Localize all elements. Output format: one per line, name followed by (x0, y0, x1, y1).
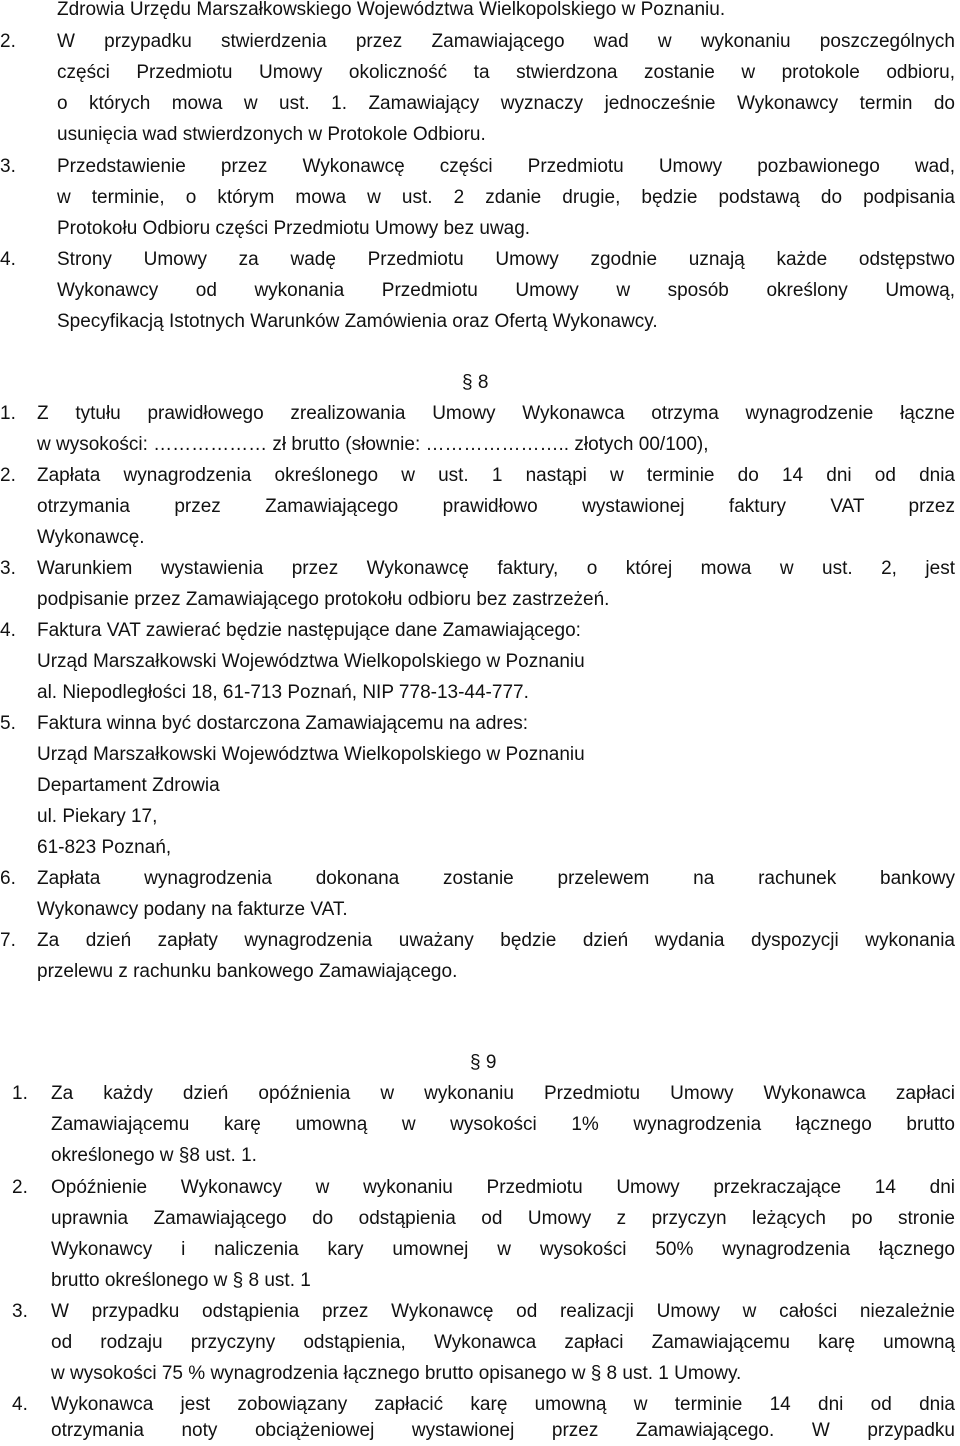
paragraph-line: uprawnia Zamawiającego do odstąpienia od Umowy z przyczyn leżących po stronie (51, 1208, 955, 1229)
paragraph-line: Opóźnienie Wykonawcy w wykonaniu Przedmiotu Umowy przekraczające 14 dni (51, 1177, 955, 1198)
item-number: 3. (0, 558, 16, 579)
item-number: 4. (0, 620, 16, 641)
paragraph-line: podpisanie przez Zamawiającego protokołu odbioru bez zastrzeżeń. (37, 589, 610, 610)
paragraph-line: Faktura VAT zawierać będzie następujące dane Zamawiającego: (37, 620, 581, 641)
paragraph-line: Departament Zdrowia (37, 775, 220, 796)
paragraph-line: Protokołu Odbioru części Przedmiotu Umowy bez uwag. (57, 218, 531, 239)
paragraph-line: części Przedmiotu Umowy okoliczność ta stwierdzona zostanie w protokole odbioru, (57, 62, 955, 83)
item-number: 3. (12, 1301, 28, 1322)
paragraph-line: Wykonawcy od wykonania Przedmiotu Umowy w sposób określony Umową, (57, 280, 955, 301)
paragraph-line: Wykonawcę. (37, 527, 145, 548)
item-number: 2. (12, 1177, 28, 1198)
paragraph-line: Wykonawca jest zobowiązany zapłacić karę umowną w terminie 14 dni od dnia (51, 1394, 955, 1415)
item-number: 5. (0, 713, 16, 734)
paragraph-line: w terminie, o którym mowa w ust. 2 zdanie drugie, będzie podstawą do podpisania (57, 187, 955, 208)
paragraph-line: Zapłata wynagrodzenia dokonana zostanie przelewem na rachunek bankowy (37, 868, 955, 889)
paragraph-line: określonego w §8 ust. 1. (51, 1145, 257, 1166)
paragraph-line: przelewu z rachunku bankowego Zamawiającego. (37, 961, 458, 982)
item-number: 3. (0, 156, 16, 177)
item-number: 2. (0, 465, 16, 486)
paragraph-line: w wysokości: ……………… zł brutto (słownie: ………………….. złotych 00/100), (37, 434, 709, 455)
section-heading: § 8 (462, 372, 489, 393)
paragraph-line: Przedstawienie przez Wykonawcę części Przedmiotu Umowy pozbawionego wad, (57, 156, 955, 177)
section-heading: § 9 (470, 1052, 497, 1073)
paragraph-line: Zamawiającemu karę umowną w wysokości 1% wynagrodzenia łącznego brutto (51, 1114, 955, 1135)
paragraph-line: w wysokości 75 % wynagrodzenia łącznego brutto opisanego w § 8 ust. 1 Umowy. (51, 1363, 742, 1384)
paragraph-line: Faktura winna być dostarczona Zamawiającemu na adres: (37, 713, 529, 734)
paragraph-line: Za każdy dzień opóźnienia w wykonaniu Przedmiotu Umowy Wykonawca zapłaci (51, 1083, 955, 1104)
item-number: 4. (0, 249, 16, 270)
paragraph-line: Warunkiem wystawienia przez Wykonawcę faktury, o której mowa w ust. 2, jest (37, 558, 955, 579)
paragraph-line: Zdrowia Urzędu Marszałkowskiego Województwa Wielkopolskiego w Poznaniu. (57, 0, 726, 20)
paragraph-line: al. Niepodległości 18, 61-713 Poznań, NIP 778-13-44-777. (37, 682, 529, 703)
paragraph-line: od rodzaju przyczyny odstąpienia, Wykonawca zapłaci Zamawiającemu karę umowną (51, 1332, 955, 1353)
paragraph-line: Wykonawcy i naliczenia kary umownej w wysokości 50% wynagrodzenia łącznego (51, 1239, 955, 1260)
paragraph-line: Za dzień zapłaty wynagrodzenia uważany będzie dzień wydania dyspozycji wykonania (37, 930, 955, 951)
paragraph-line: usunięcia wad stwierdzonych w Protokole Odbioru. (57, 124, 486, 145)
paragraph-line: Urząd Marszałkowski Województwa Wielkopolskiego w Poznaniu (37, 651, 585, 672)
paragraph-line: o których mowa w ust. 1. Zamawiający wyznaczy jednocześnie Wykonawcy termin do (57, 93, 955, 114)
paragraph-line: Specyfikacją Istotnych Warunków Zamówienia oraz Ofertą Wykonawcy. (57, 311, 658, 332)
item-number: 7. (0, 930, 16, 951)
item-number: 6. (0, 868, 16, 889)
paragraph-line: 61-823 Poznań, (37, 837, 172, 858)
paragraph-line: W przypadku stwierdzenia przez Zamawiającego wad w wykonaniu poszczególnych (57, 31, 955, 52)
paragraph-line: Strony Umowy za wadę Przedmiotu Umowy zgodnie uznają każde odstępstwo (57, 249, 955, 270)
item-number: 1. (12, 1083, 28, 1104)
paragraph-line: Urząd Marszałkowski Województwa Wielkopolskiego w Poznaniu (37, 744, 585, 765)
paragraph-line: brutto określonego w § 8 ust. 1 (51, 1270, 311, 1291)
paragraph-line: ul. Piekary 17, (37, 806, 158, 827)
paragraph-line: W przypadku odstąpienia przez Wykonawcę od realizacji Umowy w całości niezależnie (51, 1301, 955, 1322)
item-number: 1. (0, 403, 16, 424)
paragraph-line: otrzymania przez Zamawiającego prawidłowo wystawionej faktury VAT przez (37, 496, 955, 517)
paragraph-line: Wykonawcy podany na fakturze VAT. (37, 899, 348, 920)
paragraph-line: Zapłata wynagrodzenia określonego w ust. 1 nastąpi w terminie do 14 dni od dnia (37, 465, 955, 486)
paragraph-line: Z tytułu prawidłowego zrealizowania Umowy Wykonawca otrzyma wynagrodzenie łączne (37, 403, 955, 424)
paragraph-line: otrzymania noty obciążeniowej wystawionej przez Zamawiającego. W przypadku (51, 1420, 955, 1441)
item-number: 4. (12, 1394, 28, 1415)
item-number: 2. (0, 31, 16, 52)
